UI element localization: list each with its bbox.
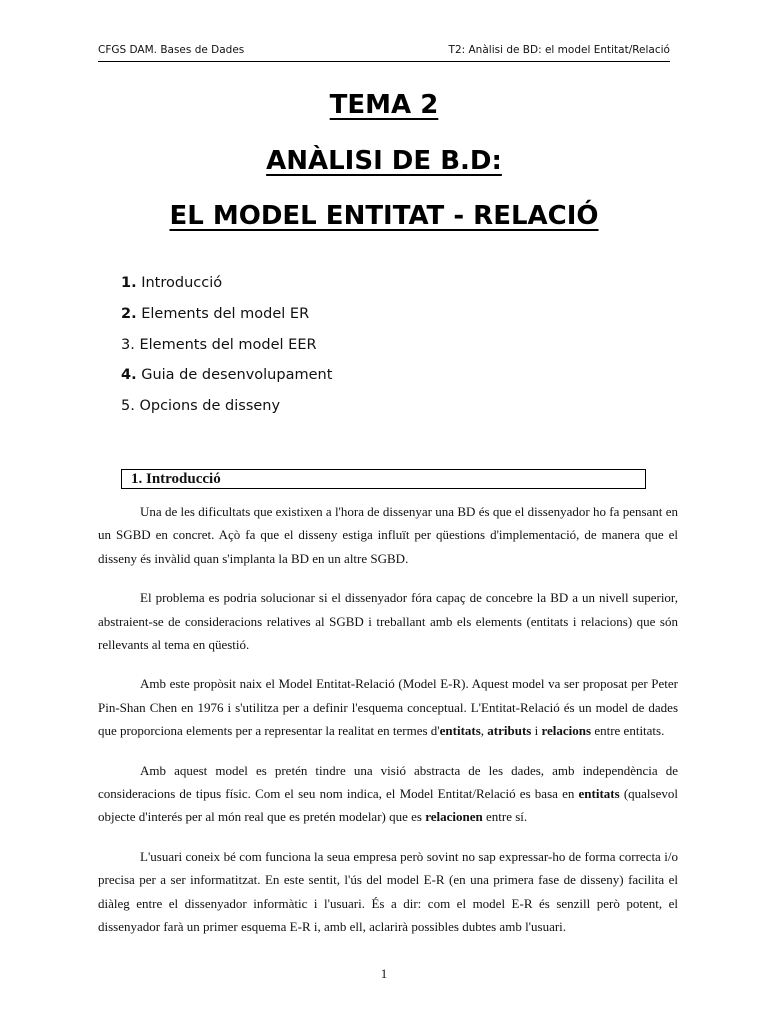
- header-left: CFGS DAM. Bases de Dades: [98, 44, 245, 56]
- bold-term: relacions: [541, 723, 592, 739]
- bold-term: entitats: [439, 723, 481, 739]
- title-line-1: TEMA 2: [329, 90, 439, 120]
- toc-label: Elements del model ER: [141, 305, 310, 322]
- paragraph-3: Amb este propòsit naix el Model Entitat-Relació (Model E-R). Aquest model va ser proposat per Peter Pin-Shan Chen en 1976 i s'utilitza per a definir l'esquema conceptual. L'Entitat-Relació és un model de dades que proporciona elements per a representar la realitat en termes d'entitats, atributs i relacions entre entitats.: [98, 676, 678, 739]
- toc-label: Guia de desenvolupament: [141, 367, 333, 384]
- toc-item-4: [121, 364, 332, 395]
- toc-number: 1.: [121, 275, 137, 291]
- toc-item-3: [121, 334, 332, 365]
- paragraph-4: Amb aquest model es pretén tindre una visió abstracta de les dades, amb independència de consideracions de tipus físic. Com el seu nom indica, el Model Entitat/Relació es basa en entitats (qualsevol objecte d'interés per al món real que es pretén modelar) que es relacionen entre sí.: [98, 762, 678, 825]
- bold-term: entitats: [578, 786, 620, 802]
- toc-number: 5.: [121, 398, 135, 415]
- toc-label: Elements del model EER: [139, 336, 317, 353]
- toc-item-2: [121, 303, 332, 334]
- toc-item-5: [121, 395, 332, 426]
- header-rule: [98, 61, 670, 62]
- toc-number: 4.: [121, 367, 137, 384]
- header-right: T2: Anàlisi de BD: el model Entitat/Relació: [448, 44, 670, 56]
- paragraph-5: L'usuari coneix bé com funciona la seua empresa però sovint no sap expressar-ho de forma correcta i/o precisa per a ser informatitzat. En este sentit, l'ús del model E-R (en una primera fase de disseny) facilita el diàleg entre el dissenyador informàtic i l'usuari. És a dir: com el model E-R és senzill però potent, el dissenyador farà un primer esquema E-R i, amb ell, aclarirà possibles dubtes amb l'usuari.: [98, 848, 678, 935]
- title-line-3: EL MODEL ENTITAT - RELACIÓ: [169, 201, 599, 231]
- section-heading: 1. Introducció: [121, 469, 646, 489]
- toc-label: Introducció: [141, 275, 223, 291]
- bold-term: atributs: [487, 723, 532, 739]
- paragraph-2: El problema es podria solucionar si el dissenyador fóra capaç de concebre la BD a un nivell superior, abstraient-se de consideracions relatives al SGBD i treballant amb els elements (entitats i relacions) que són rellevants al tema en qüestió.: [98, 590, 678, 653]
- table-of-contents: [121, 272, 332, 426]
- bold-term: relacionen: [425, 809, 483, 825]
- title-line-2: ANÀLISI DE B.D:: [266, 146, 502, 176]
- toc-item-1: [121, 272, 332, 303]
- paragraph-1: Una de les dificultats que existixen a l'hora de dissenyar una BD és que el dissenyador ho fa pensant en un SGBD en concret. Açò fa que el disseny estiga influït per qüestions d'implementació, de manera que el disseny és invàlid quan s'implanta la BD en un altre SGBD.: [98, 504, 678, 566]
- toc-label: Opcions de disseny: [139, 398, 281, 415]
- toc-number: 2.: [121, 305, 137, 322]
- running-header: [98, 44, 670, 56]
- toc-number: 3.: [121, 336, 135, 353]
- page-number: 1: [380, 966, 388, 981]
- body-text: [98, 500, 678, 955]
